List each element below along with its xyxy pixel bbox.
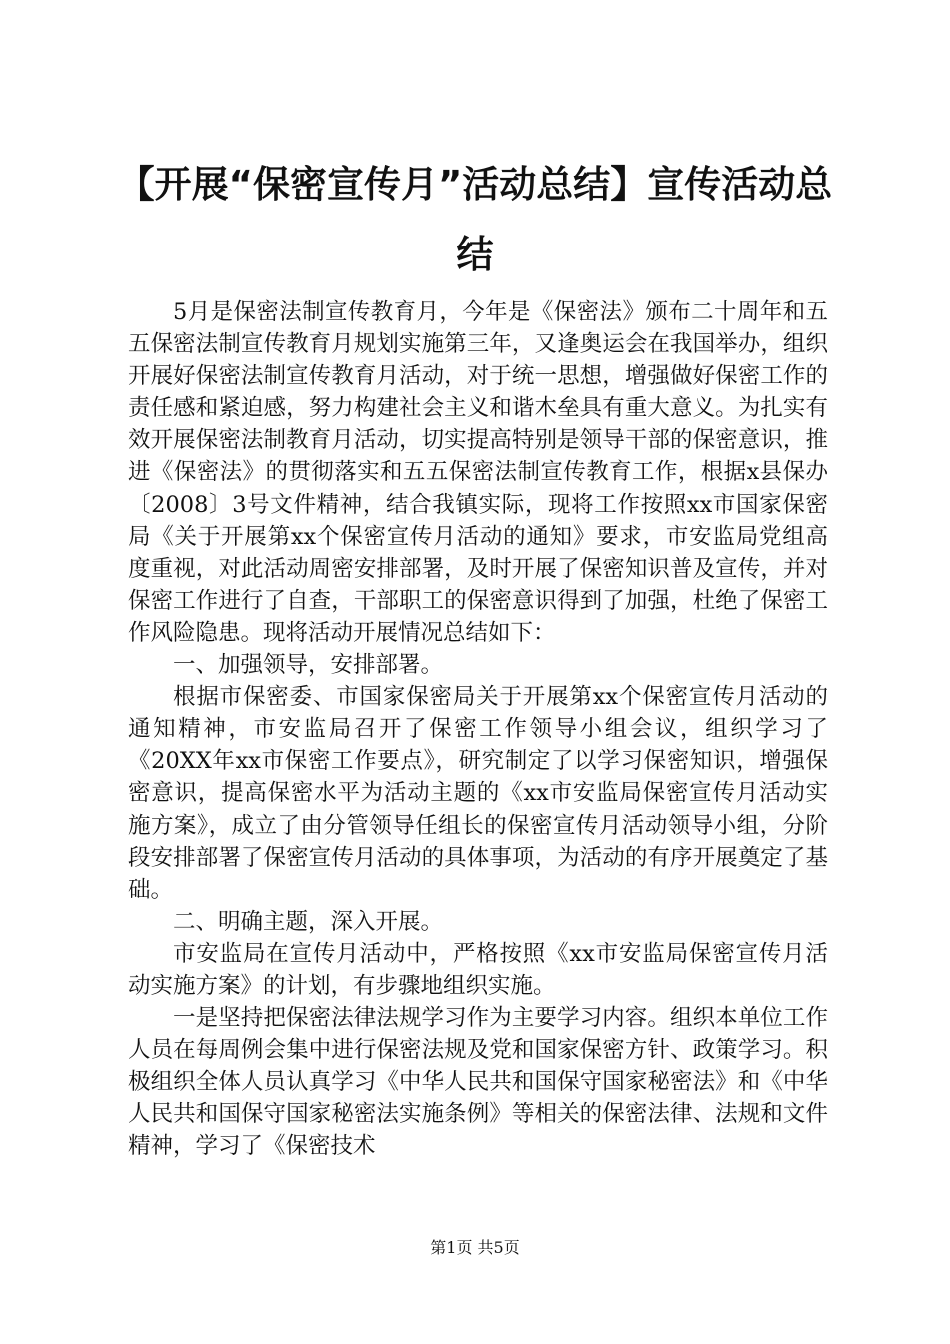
document-title: 【开展“保密宣传月”活动总结】宣传活动总结 (117, 163, 833, 276)
page-number-footer: 第1页 共5页 (430, 1238, 520, 1257)
paragraph-section-1: 根据市保密委、市国家保密局关于开展第xx个保密宣传月活动的通知精神，市安监局召开了保密工作领导小组会议，组织学习了《20XX年xx市保密工作要点》，研究制定了以学习保密知识，增强保密意识，提高保密水平为活动主题的《xx市安监局保密宣传月活动实施方案》，成立了由分管领导任组长的保密宣传月活动领导小组，分阶段安排部署了保密宣传月活动的具体事项，为活动的有序开展奠定了基础。 (128, 684, 828, 903)
paragraph-intro: 5月是保密法制宣传教育月，今年是《保密法》颁布二十周年和五五保密法制宣传教育月规划实施第三年，又逢奥运会在我国举办，组织开展好保密法制宣传教育月活动，对于统一思想，增强做好保密工作的责任感和紧迫感，努力构建社会主义和谐木垒具有重大意义。为扎实有效开展保密法制教育月活动，切实提高特别是领导干部的保密意识，推进《保密法》的贯彻落实和五五保密法制宣传教育工作，根据x县保办〔2008〕3号文件精神，结合我镇实际，现将工作按照xx市国家保密局《关于开展第xx个保密宣传月活动的通知》要求，市安监局党组高度重视，对此活动周密安排部署，及时开展了保密知识普及宣传，并对保密工作进行了自查，干部职工的保密意识得到了加强，杜绝了保密工作风险隐患。现将活动开展情况总结如下： (128, 299, 828, 646)
document-body (128, 296, 828, 1163)
paragraph-section-2: 市安监局在宣传月活动中，严格按照《xx市安监局保密宣传月活动实施方案》的计划，有步骤地组织实施。 (128, 940, 828, 999)
section-heading-1: 一、加强领导，安排部署。 (173, 652, 444, 679)
section-heading-2: 二、明确主题，深入开展。 (173, 908, 444, 935)
paragraph-point-1: 一是坚持把保密法律法规学习作为主要学习内容。组织本单位工作人员在每周例会集中进行保密法规及党和国家保密方针、政策学习。积极组织全体人员认真学习《中华人民共和国保守国家秘密法》和《中华人民共和国保守国家秘密法实施条例》等相关的保密法律、法规和文件精神，学习了《保密技术 (128, 1005, 828, 1160)
